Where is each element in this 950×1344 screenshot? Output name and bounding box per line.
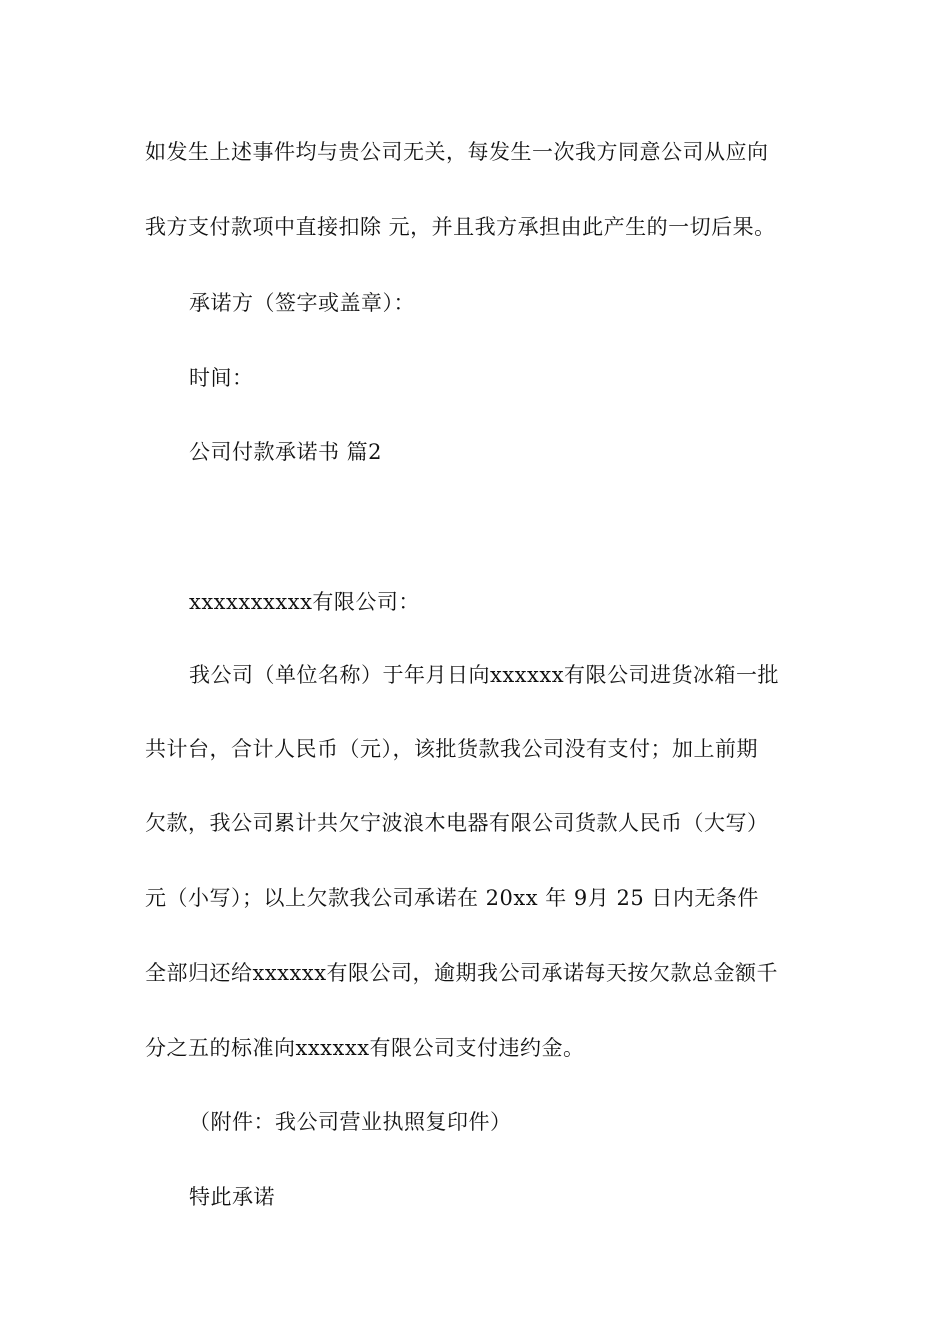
recipient-line: xxxxxxxxxx有限公司： [189,590,420,614]
section-title: 公司付款承诺书 篇2 [189,440,383,464]
body-line-1: 如发生上述事件均与贵公司无关，每发生一次我方同意公司从应向 [145,140,769,164]
signatory-line: 承诺方（签字或盖章）： [189,291,415,315]
paragraph-line-6: 分之五的标准向xxxxxx有限公司支付违约金。 [145,1036,585,1060]
closing-line: 特此承诺 [189,1185,275,1209]
body-line-2: 我方支付款项中直接扣除 元，并且我方承担由此产生的一切后果。 [145,215,776,239]
paragraph-line-2: 共计台，合计人民币（元），该批货款我公司没有支付；加上前期 [145,737,758,761]
paragraph-line-4: 元（小写）；以上欠款我公司承诺在 20xx 年 9月 25 日内无条件 [145,886,759,910]
paragraph-line-5: 全部归还给xxxxxx有限公司，逾期我公司承诺每天按欠款总金额千 [145,961,779,985]
paragraph-line-3: 欠款，我公司累计共欠宁波浪木电器有限公司货款人民币（大写） [145,811,769,835]
paragraph-line-1: 我公司（单位名称）于年月日向xxxxxx有限公司进货冰箱一批 [189,663,780,687]
attachment-note: （附件：我公司营业执照复印件） [189,1110,512,1134]
date-line: 时间： [189,366,254,390]
